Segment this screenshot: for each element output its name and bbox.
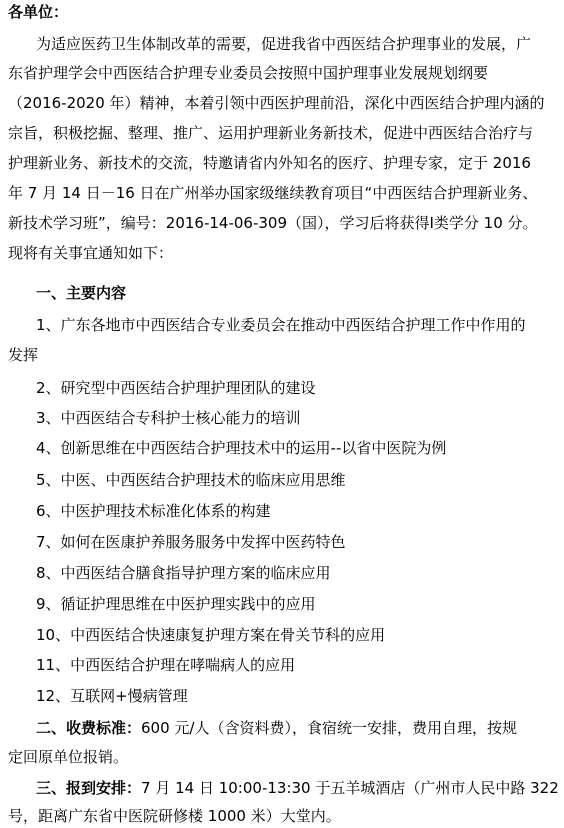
list-item: 12、互联网+慢病管理 [36, 687, 188, 705]
section-heading-content: 一、主要内容 [36, 284, 127, 302]
list-item: 9、循证护理思维在中医护理实践中的应用 [36, 595, 316, 613]
list-item: 4、创新思维在中西医结合护理技术中的运用--以省中医院为例 [36, 439, 447, 457]
fee-text: 600 元/人（含资料费），食宿统一安排，费用自理，按规 [141, 719, 517, 737]
list-item: 1、广东各地市中西医结合专业委员会在推动中西医结合护理工作中作用的 [36, 316, 526, 334]
list-item: 7、如何在医康护养服务服务中发挥中医药特色 [36, 533, 346, 551]
intro-line-8: 现将有关事宜通知如下： [8, 244, 174, 262]
list-item: 8、中西医结合膳食指导护理方案的临床应用 [36, 564, 331, 582]
intro-line-7: 新技术学习班”，编号：2016-14-06-309（国），学习后将获得Ⅰ类学分 10 分。 [8, 214, 538, 232]
list-item: 10、中西医结合快速康复护理方案在骨关节科的应用 [36, 626, 386, 644]
fee-line-2: 定回原单位报销。 [8, 748, 129, 766]
list-item: 5、中医、中西医结合护理技术的临床应用思维 [36, 471, 346, 489]
intro-line-6: 年 7 月 14 日－16 日在广州举办国家级继续教育项目“中西医结合护理新业务、 [8, 184, 538, 202]
list-item-continuation: 发挥 [8, 346, 39, 364]
intro-line-2: 东省护理学会中西医结合护理专业委员会按照中国护理事业发展规划纲要 [8, 64, 489, 82]
intro-line-4: 宗旨，积极挖掘、整理、推广、运用护理新业务新技术，促进中西医结合治疗与 [8, 124, 534, 142]
section-heading-fees: 二、收费标准： [36, 719, 142, 737]
list-item: 3、中西医结合专科护士核心能力的培训 [36, 409, 301, 427]
section-heading-registration: 三、报到安排： [36, 779, 142, 797]
registration-line-2: 号，距离广东省中医院研修楼 1000 米）大堂内。 [8, 807, 341, 825]
fee-line-1 [36, 718, 556, 738]
registration-text: 7 月 14 日 10:00-13:30 于五羊城酒店（广州市人民中路 322 [141, 779, 559, 797]
intro-line-5: 护理新业务、新技术的交流，特邀请省内外知名的医疗、护理专家，定于 2016 [8, 154, 531, 172]
list-item: 2、研究型中西医结合护理护理团队的建设 [36, 379, 316, 397]
registration-line-1 [36, 778, 559, 798]
intro-line-1: 为适应医药卫生体制改革的需要，促进我省中西医结合护理事业的发展，广 [36, 35, 532, 53]
list-item: 11、中西医结合护理在哮喘病人的应用 [36, 656, 296, 674]
list-item: 6、中医护理技术标准化体系的构建 [36, 502, 271, 520]
intro-line-3: （2016-2020 年）精神，本着引领中西医护理前沿，深化中西医结合护理内涵的 [8, 94, 545, 112]
salutation: 各单位： [8, 3, 69, 21]
